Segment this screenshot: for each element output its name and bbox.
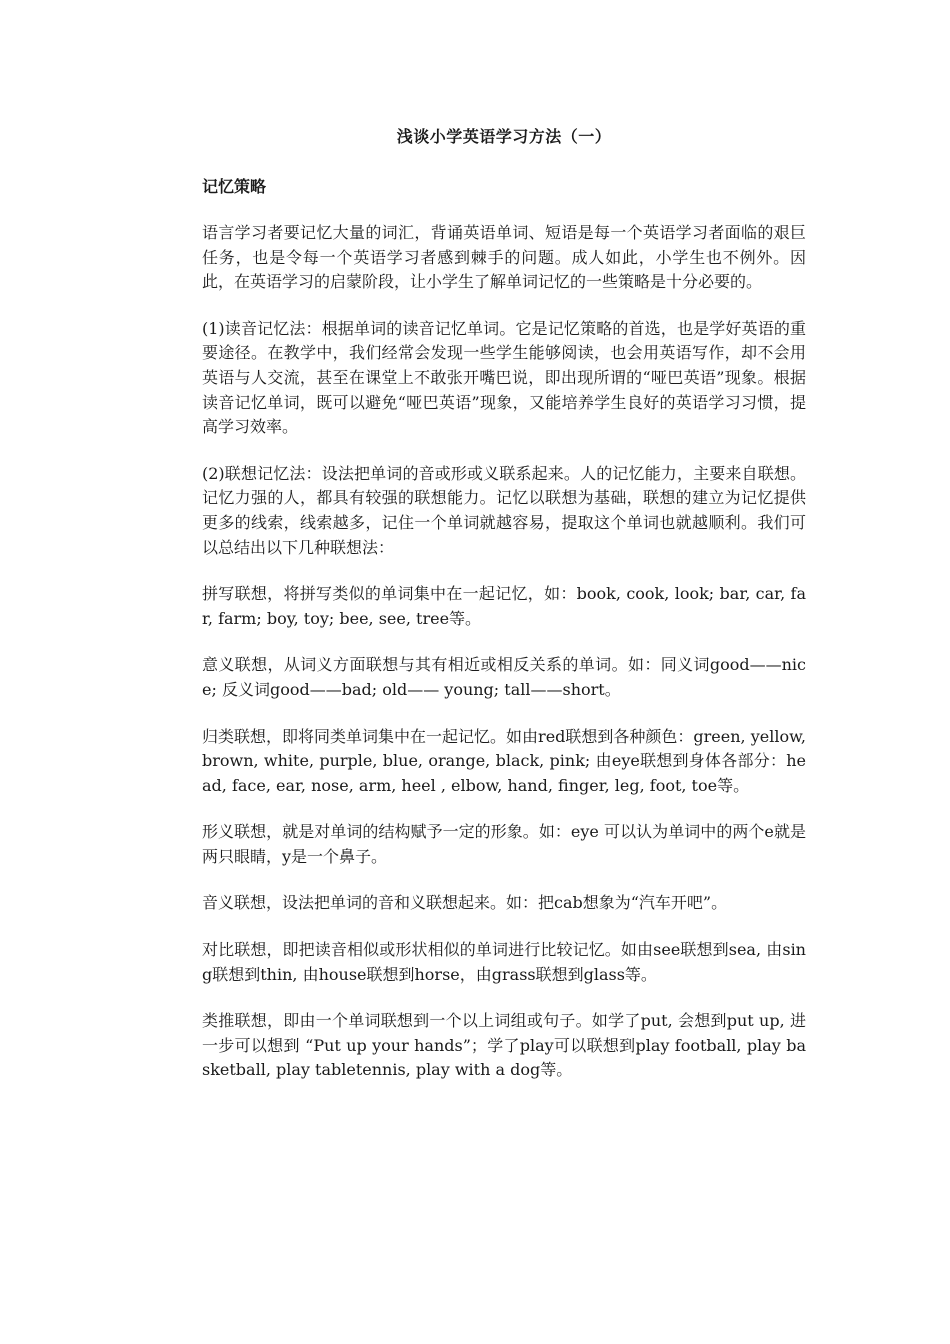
paragraph-extension-association: 类推联想，即由一个单词联想到一个以上词组或句子。如学了put, 会想到put up, 进一步可以想到 “Put up your hands”；学了play可以联想到play football, play basketball, play tabletennis, play with a dog等。 bbox=[202, 1011, 806, 1080]
paragraph-contrast-association: 对比联想，即把读音相似或形状相似的单词进行比较记忆。如由see联想到sea, 由sing联想到thin, 由house联想到horse，由grass联想到glass等。 bbox=[202, 940, 806, 984]
paragraph-association-method: (2)联想记忆法：设法把单词的音或形或义联系起来。人的记忆能力，主要来自联想。记忆力强的人，都具有较强的联想能力。记忆以联想为基础，联想的建立为记忆提供更多的线索，线索越多，记住一个单词就越容易，提取这个单词也就越顺利。我们可以总结出以下几种联想法： bbox=[202, 463, 806, 557]
paragraph-pronunciation-method: (1)读音记忆法：根据单词的读音记忆单词。它是记忆策略的首选，也是学好英语的重要途径。在教学中，我们经常会发现一些学生能够阅读，也会用英语写作，却不会用英语与人交流，甚至在课堂上不敢张开嘴巴说，即出现所谓的“哑巴英语”现象。根据读音记忆单词，既可以避免“哑巴英语”现象，又能培养学生良好的英语学习习惯，提高学习效率。 bbox=[202, 318, 806, 437]
paragraph-shape-association: 形义联想，就是对单词的结构赋予一定的形象。如：eye 可以认为单词中的两个e就是两只眼睛，y是一个鼻子。 bbox=[202, 822, 806, 866]
document-page bbox=[202, 125, 806, 1105]
section-heading: 记忆策略 bbox=[202, 177, 267, 196]
paragraph-sound-association: 音义联想，设法把单词的音和义联想起来。如：把cab想象为“汽车开吧”。 bbox=[202, 893, 728, 913]
paragraph-meaning-association: 意义联想，从词义方面联想与其有相近或相反关系的单词。如：同义词good——nice; 反义词good——bad; old—— young; tall——short。 bbox=[202, 655, 806, 699]
paragraph-spelling-association: 拼写联想，将拼写类似的单词集中在一起记忆，如：book, cook, look; bar, car, far, farm; boy, toy; bee, see, tree等。 bbox=[202, 584, 806, 628]
document-title: 浅谈小学英语学习方法（一） bbox=[396, 127, 612, 146]
paragraph-intro: 语言学习者要记忆大量的词汇，背诵英语单词、短语是每一个英语学习者面临的艰巨任务，也是令每一个英语学习者感到棘手的问题。成人如此，小学生也不例外。因此，在英语学习的启蒙阶段，让小学生了解单词记忆的一些策略是十分必要的。 bbox=[202, 223, 806, 292]
paragraph-category-association: 归类联想，即将同类单词集中在一起记忆。如由red联想到各种颜色：green, yellow, brown, white, purple, blue, orange, black, pink; 由eye联想到身体各部分：head, face, ear, nose, arm, heel , elbow, hand, finger, leg, foot, toe等。 bbox=[202, 726, 806, 795]
